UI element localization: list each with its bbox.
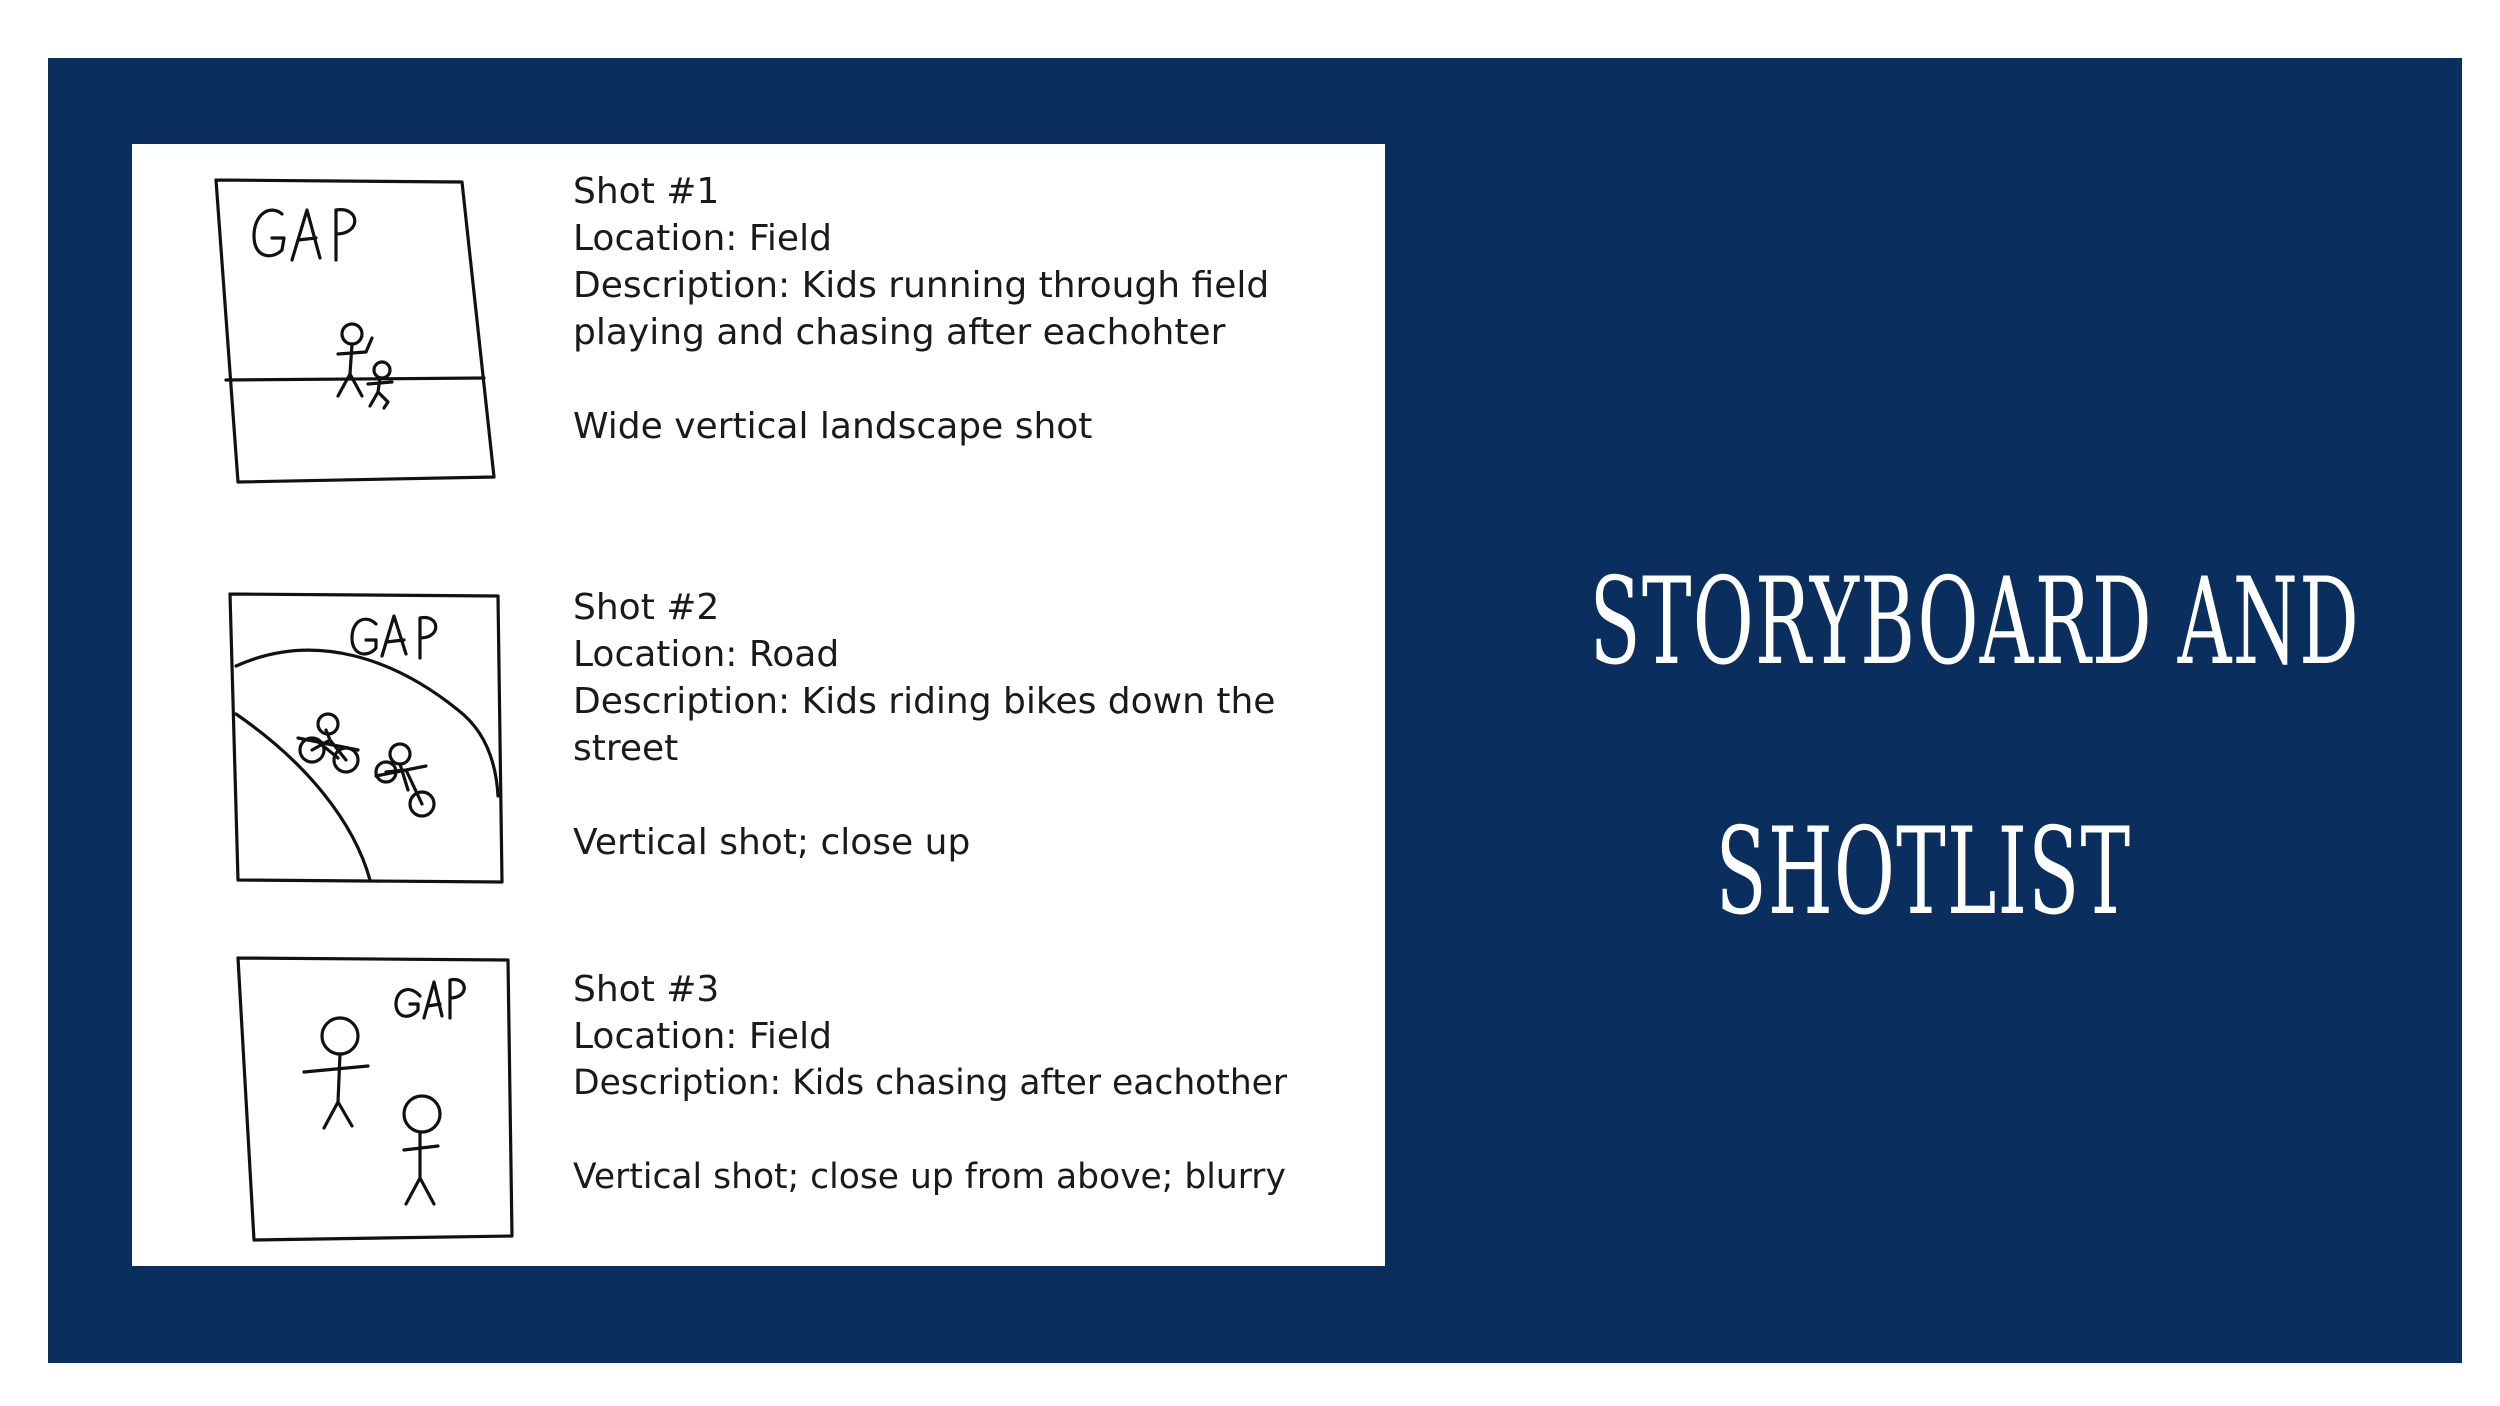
shot-1-heading: Shot #1	[573, 171, 720, 212]
gap-label-2	[352, 616, 436, 658]
title-line-1: STORYBOARD AND	[1589, 553, 2360, 692]
sketch-shot-2	[226, 590, 526, 920]
sketch-shot-3	[234, 954, 534, 1264]
sketch-shot-1	[212, 174, 512, 514]
shot-1-framing: Wide vertical landscape shot	[573, 406, 1093, 447]
shot-2-text	[573, 584, 1373, 866]
slide-background	[48, 58, 2462, 1363]
shot-1-location: Location: Field	[573, 218, 832, 259]
shot-3-text	[573, 966, 1373, 1201]
shot-1-description: Description: Kids running through field playing and chasing after eachohter	[573, 265, 1270, 353]
gap-label-1	[254, 210, 355, 260]
shot-1-text	[573, 168, 1373, 450]
shot-3-description: Description: Kids chasing after eachother	[573, 1063, 1288, 1103]
shot-2-heading: Shot #2	[573, 587, 720, 628]
shot-3-heading: Shot #3	[573, 969, 720, 1010]
gap-label-3	[396, 980, 464, 1018]
storyboard-panel	[132, 144, 1385, 1266]
shot-2-location: Location: Road	[573, 634, 840, 675]
shot-3-location: Location: Field	[573, 1016, 832, 1057]
title-line-2: SHOTLIST	[1715, 803, 2132, 942]
shot-2-framing: Vertical shot; close up	[573, 822, 971, 863]
slide-title	[1589, 498, 2360, 998]
shot-2-description: Description: Kids riding bikes down the street	[573, 681, 1276, 769]
shot-3-framing: Vertical shot; close up from above; blurry	[573, 1157, 1286, 1197]
